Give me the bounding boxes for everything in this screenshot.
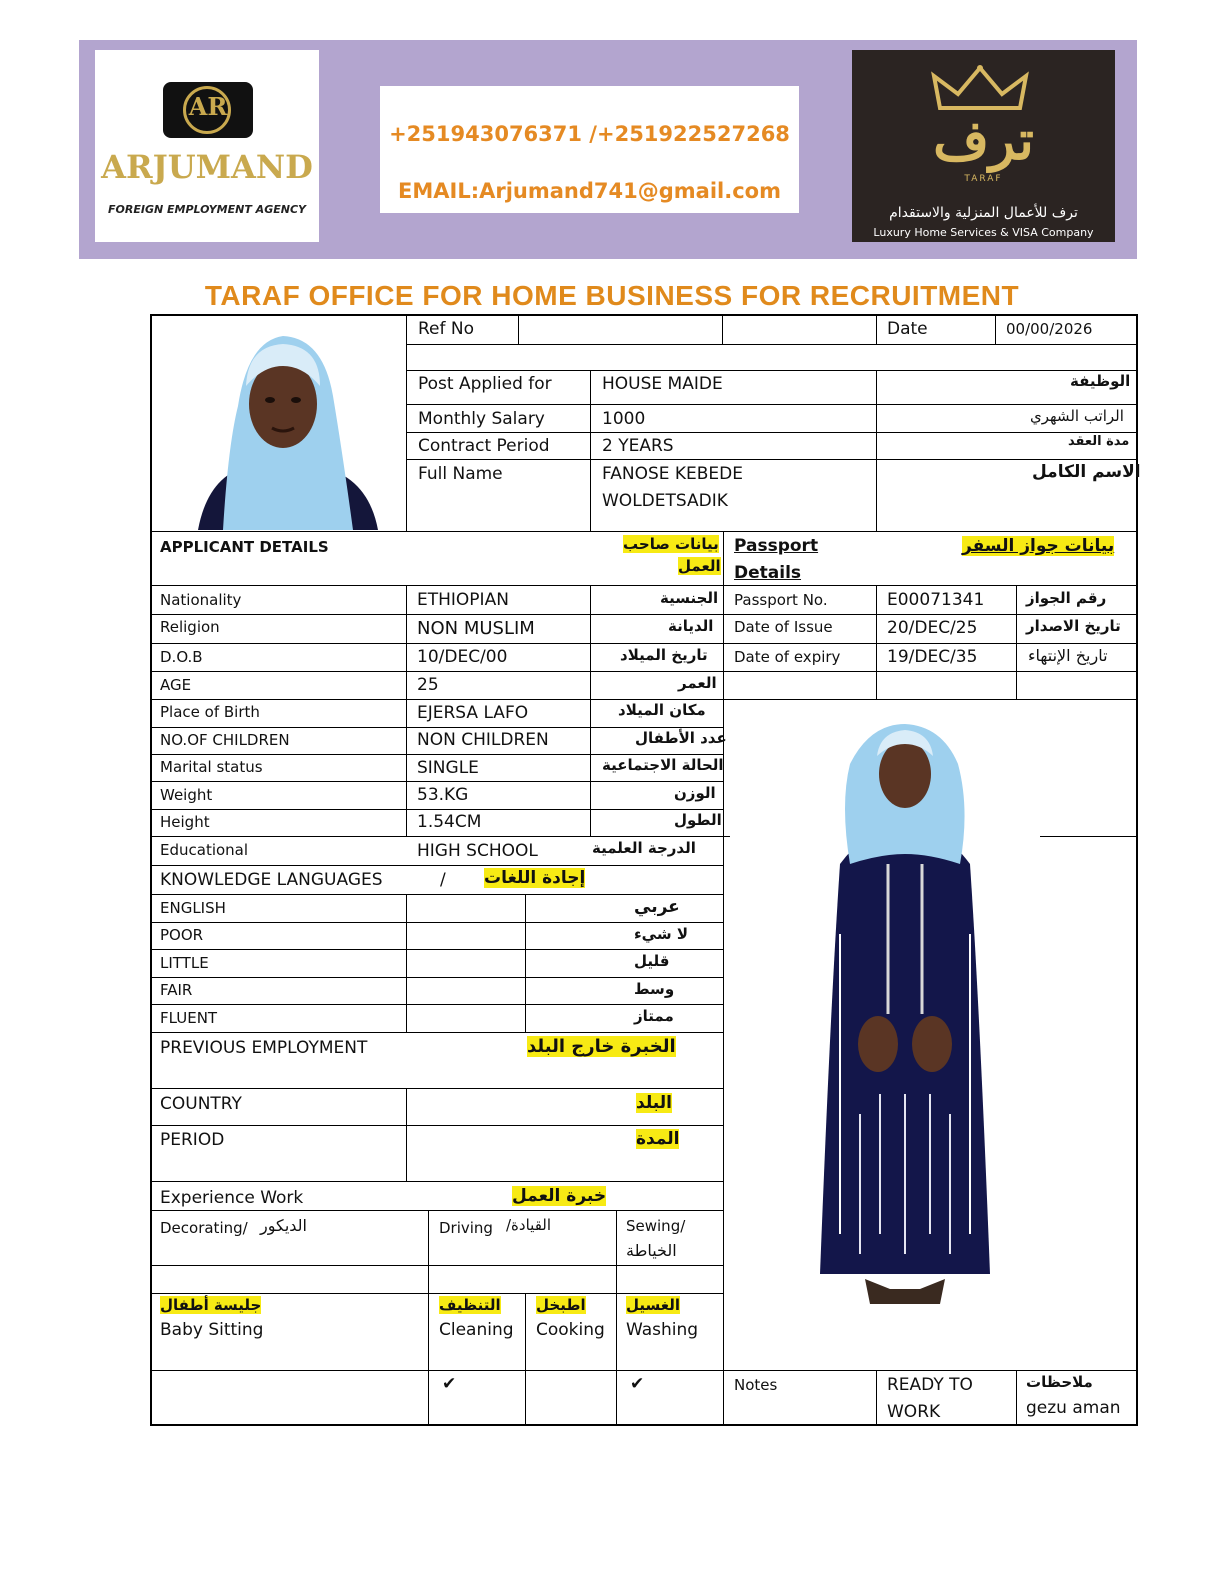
languages-heading-ar: إجادة اللغات (484, 868, 586, 888)
dob-label: D.O.B (160, 648, 203, 666)
lang-fair: FAIR (160, 981, 193, 999)
pob-value: EJERSA LAFO (417, 703, 529, 723)
post-ar: الوظيفة (1070, 372, 1131, 390)
contact-phones: +251943076371 /+251922527268 (389, 122, 790, 146)
partner-small: TARAF (964, 174, 1003, 184)
partner-logo (852, 50, 1115, 242)
issue-label: Date of Issue (734, 618, 833, 636)
period-ar: المدة (636, 1129, 680, 1149)
height-label: Height (160, 813, 210, 831)
salary-label: Monthly Salary (418, 409, 545, 429)
passport-no-ar: رقم الجواز (1026, 589, 1107, 607)
crown-icon (930, 64, 1030, 114)
weight-ar: الوزن (674, 784, 716, 802)
cleaning-ar: التنظيف (439, 1296, 501, 1314)
lang-little-ar: قليل (634, 952, 670, 970)
agency-name: ARJUMAND (101, 148, 313, 186)
decorating-label: Decorating/ (160, 1219, 248, 1237)
country-ar: البلد (636, 1093, 672, 1113)
cleaning-check-icon: ✔ (442, 1374, 457, 1394)
lang-arabic: عربي (634, 897, 680, 917)
date-label: Date (887, 319, 928, 339)
experience-heading-ar: خبرة العمل (512, 1186, 607, 1206)
previous-heading: PREVIOUS EMPLOYMENT (160, 1038, 368, 1058)
cooking-label: Cooking (536, 1320, 605, 1340)
religion-ar: الديانة (668, 617, 714, 635)
babysitting-label: Baby Sitting (160, 1320, 264, 1340)
issue-ar: تاريخ الاصدار (1026, 617, 1121, 635)
period-label: PERIOD (160, 1130, 225, 1150)
partner-monogram: ترف (933, 108, 1034, 172)
height-ar: الطول (674, 811, 722, 829)
salary-ar: الراتب الشهري (1030, 407, 1124, 425)
passport-heading-2: Details (734, 563, 802, 583)
experience-heading: Experience Work (160, 1188, 304, 1208)
expiry-value: 19/DEC/35 (887, 647, 978, 667)
washing-ar: الغسيل (626, 1296, 681, 1314)
agency-logo (95, 50, 319, 242)
religion-label: Religion (160, 618, 220, 636)
marital-value: SINGLE (417, 758, 479, 778)
marital-ar: الحالة الاجتماعية (602, 756, 724, 774)
previous-heading-ar: الخبرة خارج البلد (527, 1036, 676, 1057)
dob-value: 10/DEC/00 (417, 647, 508, 667)
height-value: 1.54CM (417, 812, 482, 832)
weight-label: Weight (160, 786, 213, 804)
passport-heading-1: Passport (734, 536, 819, 556)
education-label: Educational (160, 841, 249, 859)
passport-no-label: Passport No. (734, 591, 828, 609)
religion-value: NON MUSLIM (417, 618, 535, 639)
nationality-label: Nationality (160, 591, 242, 609)
cleaning-label: Cleaning (439, 1320, 514, 1340)
name-ar: الاسم الكامل (1032, 462, 1141, 482)
passport-heading-ar: بيانات جواز السفر (962, 536, 1115, 556)
lang-poor: POOR (160, 926, 204, 944)
lang-english: ENGLISH (160, 899, 226, 917)
babysitting-ar: جليسة أطفال (160, 1296, 262, 1314)
languages-heading: KNOWLEDGE LANGUAGES (160, 870, 383, 890)
expiry-label: Date of expiry (734, 648, 841, 666)
post-value: HOUSE MAIDE (602, 374, 723, 394)
applicant-headshot (168, 316, 396, 530)
notes-ar: ملاحظات (1026, 1373, 1093, 1391)
name-value-1: FANOSE KEBEDE (602, 464, 744, 484)
agency-subtitle: FOREIGN EMPLOYMENT AGENCY (108, 203, 306, 216)
washing-label: Washing (626, 1320, 699, 1340)
pob-ar: مكان الميلاد (618, 701, 706, 719)
issue-value: 20/DEC/25 (887, 618, 978, 638)
applicant-full-photo (770, 714, 1040, 1314)
notes-label: Notes (734, 1376, 778, 1394)
weight-value: 53.KG (417, 785, 469, 805)
partner-english: Luxury Home Services & VISA Company (873, 226, 1094, 239)
children-label: NO.OF CHILDREN (160, 731, 290, 749)
driving-ar: القيادة/ (506, 1216, 552, 1234)
sewing-label: Sewing/ (626, 1217, 686, 1235)
agency-emblem (163, 82, 253, 138)
age-value: 25 (417, 675, 439, 695)
date-value: 00/00/2026 (1006, 320, 1093, 338)
post-label: Post Applied for (418, 374, 552, 394)
contract-value: 2 YEARS (602, 436, 674, 456)
name-value-2: WOLDETSADIK (602, 491, 728, 511)
country-label: COUNTRY (160, 1094, 242, 1114)
contract-ar: مدة العقد (1068, 434, 1130, 449)
page-title: TARAF OFFICE FOR HOME BUSINESS FOR RECRUITMENT (204, 280, 1020, 311)
notes-value-2: WORK (887, 1402, 941, 1422)
cooking-ar: اطبخل (536, 1296, 586, 1314)
lang-fluent: FLUENT (160, 1009, 218, 1027)
nationality-value: ETHIOPIAN (417, 590, 509, 610)
decorating-ar: الديكور (260, 1216, 307, 1235)
applicant-heading: APPLICANT DETAILS (160, 538, 329, 556)
notes-name: gezu aman (1026, 1398, 1121, 1418)
lang-fluent-ar: ممتاز (634, 1007, 674, 1025)
contact-box (380, 86, 799, 213)
education-value: HIGH SCHOOL (417, 841, 538, 861)
education-ar: الدرجة العلمية (592, 839, 696, 857)
lang-fair-ar: وسط (634, 980, 675, 998)
partner-arabic: ترف للأعمال المنزلية والاستقدام (889, 205, 1078, 221)
sewing-ar: الخياطة (626, 1241, 677, 1260)
driving-label: Driving (439, 1219, 493, 1237)
children-value: NON CHILDREN (417, 730, 549, 750)
languages-slash: / (440, 870, 446, 890)
ref-label: Ref No (418, 319, 475, 339)
contact-email: EMAIL:Arjumand741@gmail.com (398, 179, 781, 203)
nationality-ar: الجنسية (660, 589, 719, 607)
passport-no-value: E00071341 (887, 590, 985, 610)
pob-label: Place of Birth (160, 703, 260, 721)
application-form (150, 314, 1141, 1426)
lang-little: LITTLE (160, 954, 209, 972)
washing-check-icon: ✔ (630, 1374, 645, 1394)
contract-label: Contract Period (418, 436, 550, 456)
expiry-ar: تاريخ الإنتهاء (1028, 646, 1108, 665)
agency-monogram: AR (188, 92, 228, 121)
marital-label: Marital status (160, 758, 263, 776)
applicant-heading-ar-2: العمل (678, 557, 721, 575)
applicant-heading-ar-1: بيانات صاحب (623, 535, 719, 553)
lang-poor-ar: لا شيء (634, 925, 688, 943)
age-ar: العمر (678, 674, 717, 692)
name-label: Full Name (418, 464, 503, 484)
dob-ar: تاريخ الميلاد (620, 646, 708, 664)
age-label: AGE (160, 676, 192, 694)
children-ar: عدد الأطفال (635, 729, 727, 747)
salary-value: 1000 (602, 409, 646, 429)
notes-value-1: READY TO (887, 1375, 973, 1395)
